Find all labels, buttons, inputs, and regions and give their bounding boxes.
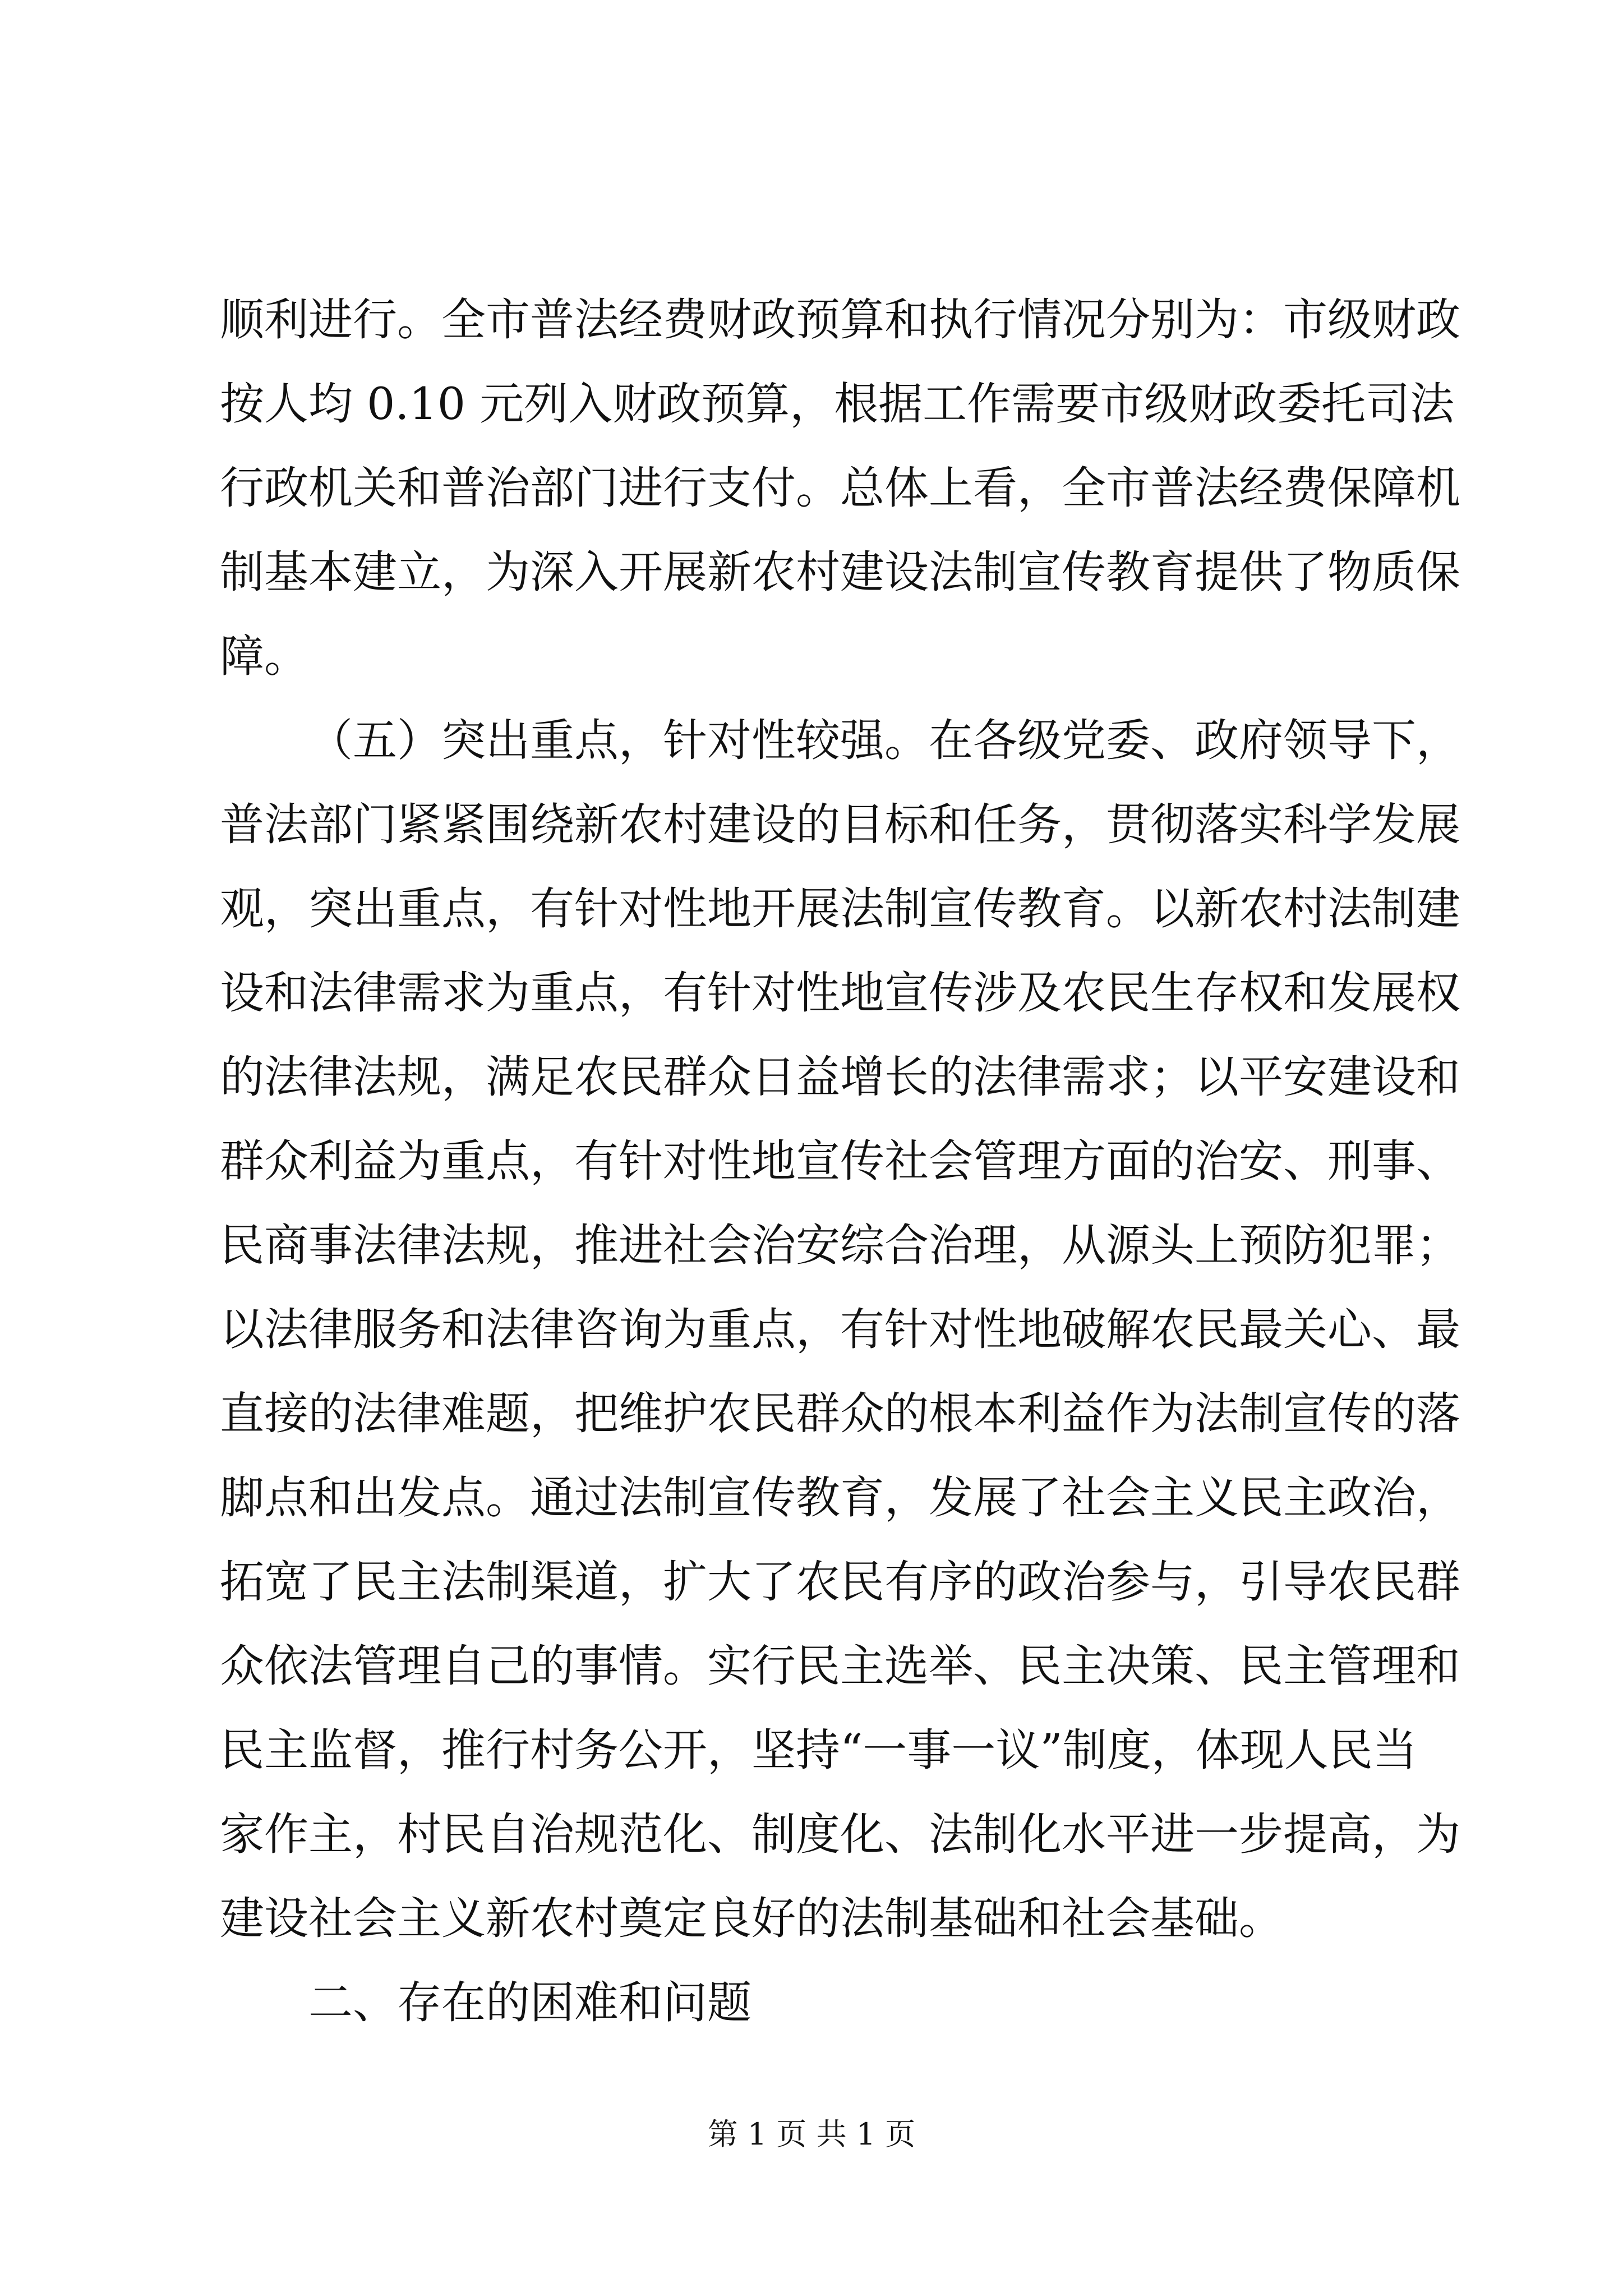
text-line: 众依法管理自己的事情。实行民主选举、民主决策、民主管理和 (220, 1640, 1460, 1692)
section-heading-5: （五）突出重点，针对性较强。在各级党委、政府领导下， (308, 715, 1460, 766)
text-line: 观，突出重点，有针对性地开展法制宣传教育。以新农村法制建 (220, 883, 1460, 935)
text-line: 障。 (220, 631, 308, 682)
text-line: 群众利益为重点，有针对性地宣传社会管理方面的治安、刑事、 (220, 1135, 1460, 1187)
text-line: 制基本建立，为深入开展新农村建设法制宣传教育提供了物质保 (220, 546, 1460, 598)
section-heading-2: 二、存在的困难和问题 (308, 1977, 751, 2028)
text-line: 顺利进行。全市普法经费财政预算和执行情况分别为：市级财政 (220, 294, 1460, 346)
text-line: 直接的法律难题，把维护农民群众的根本利益作为法制宣传的落 (220, 1388, 1460, 1439)
text-line: 按人均 0.10 元列入财政预算，根据工作需要市级财政委托司法 (220, 378, 1455, 430)
text-line: 普法部门紧紧围绕新农村建设的目标和任务，贯彻落实科学发展 (220, 799, 1460, 850)
body-text (220, 292, 1460, 2059)
text-line: 拓宽了民主法制渠道，扩大了农民有序的政治参与，引导农民群 (220, 1556, 1460, 1608)
text-line: 家作主，村民自治规范化、制度化、法制化水平进一步提高，为 (220, 1809, 1460, 1860)
text-line: 行政机关和普治部门进行支付。总体上看，全市普法经费保障机 (220, 462, 1460, 514)
text-line: 脚点和出发点。通过法制宣传教育，发展了社会主义民主政治， (220, 1472, 1460, 1524)
text-line: 以法律服务和法律咨询为重点，有针对性地破解农民最关心、最 (220, 1304, 1460, 1355)
text-line: 建设社会主义新农村奠定良好的法制基础和社会基础。 (220, 1893, 1283, 1944)
text-line: 设和法律需求为重点，有针对性地宣传涉及农民生存权和发展权 (220, 967, 1460, 1019)
page-footer: 第 1 页 共 1 页 (707, 2116, 916, 2152)
text-line: 民商事法律法规，推进社会治安综合治理，从源头上预防犯罪； (220, 1220, 1460, 1271)
text-line: 的法律法规，满足农民群众日益增长的法律需求；以平安建设和 (220, 1051, 1460, 1103)
text-line: 民主监督，推行村务公开，坚持“一事一议”制度，体现人民当 (220, 1724, 1417, 1776)
